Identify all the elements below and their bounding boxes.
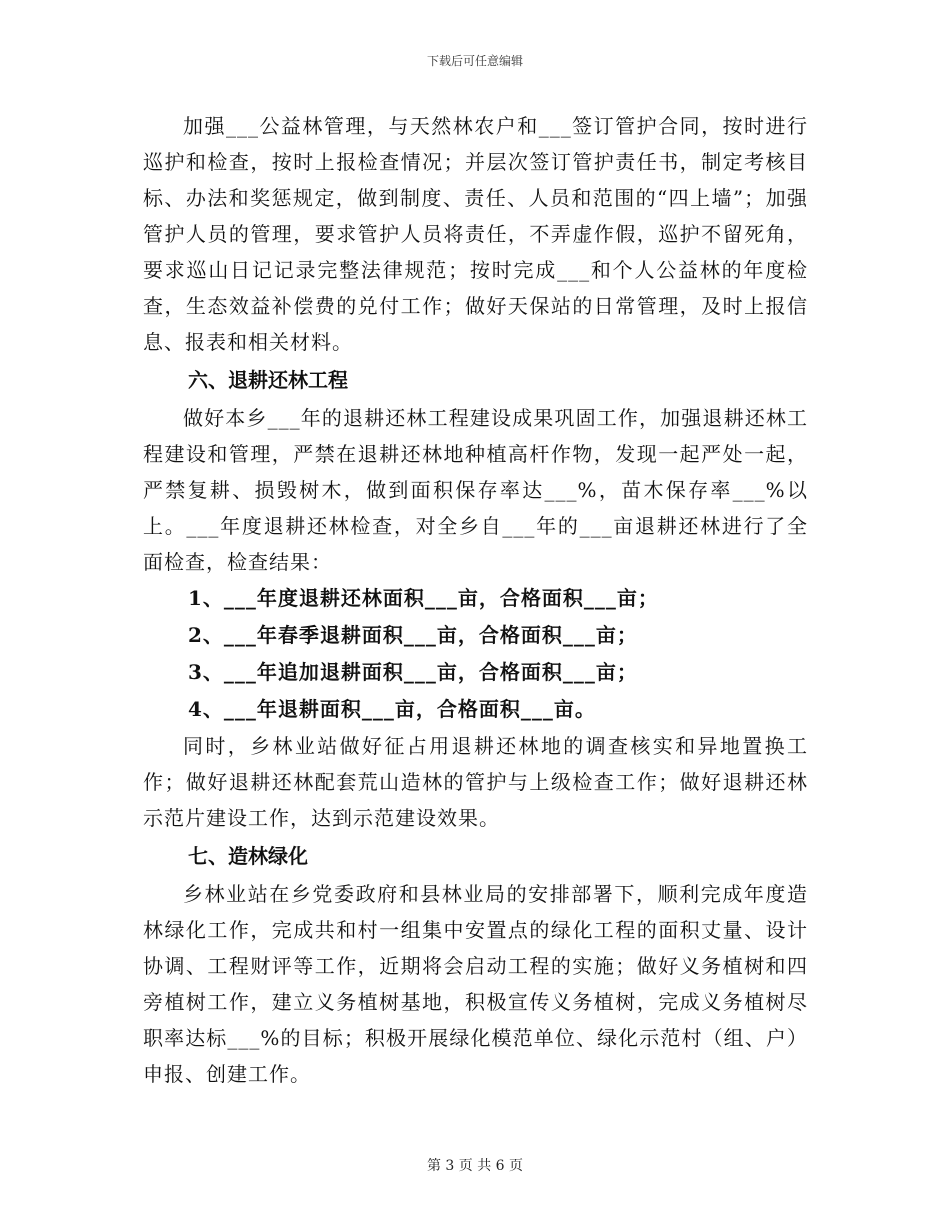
list-item: 3、___年追加退耕面积___亩，合格面积___亩；	[188, 660, 638, 684]
section-heading-7: 七、造林绿化	[188, 844, 308, 868]
paragraph-followup: 同时，乡林业站做好征占用退耕还林地的调查核实和异地置换工作；做好退耕还林配套荒山造林的管护与上级检查工作；做好退耕还林示范片建设工作，达到示范建设效果。	[143, 734, 808, 830]
list-item: 2、___年春季退耕面积___亩，合格面积___亩；	[188, 623, 638, 647]
list-item: 1、___年度退耕还林面积___亩，合格面积___亩；	[188, 586, 659, 610]
paragraph-reforestation: 做好本乡___年的退耕还林工程建设成果巩固工作，加强退耕还林工程建设和管理，严禁在退耕还林地种植高杆作物，发现一起严处一起，严禁复耕、损毁树木，做到面积保存率达___%，苗木保存率___%以上。___年度退耕还林检查，对全乡自___年的___亩退耕还林进行了全面检查，检查结果：	[143, 406, 808, 574]
document-body	[143, 108, 808, 1092]
list-item: 4、___年退耕面积___亩，合格面积___亩。	[188, 697, 596, 721]
page-header: 下载后可任意编辑	[426, 54, 523, 68]
section-heading-6: 六、退耕还林工程	[188, 368, 348, 392]
paragraph-afforestation: 乡林业站在乡党委政府和县林业局的安排部署下，顺利完成年度造林绿化工作，完成共和村一组集中安置点的绿化工程的面积丈量、设计协调、工程财评等工作，近期将会启动工程的实施；做好义务植树和四旁植树工作，建立义务植树基地，积极宣传义务植树，完成义务植树尽职率达标___%的目标；积极开展绿化模范单位、绿化示范村（组、户）申报、创建工作。	[143, 882, 808, 1086]
paragraph-public-forest: 加强___公益林管理，与天然林农户和___签订管护合同，按时进行巡护和检查，按时上报检查情况；并层次签订管护责任书，制定考核目标、办法和奖惩规定，做到制度、责任、人员和范围的“四上墙”；加强管护人员的管理，要求管护人员将责任，不弄虚作假，巡护不留死角，要求巡山日记记录完整法律规范；按时完成___和个人公益林的年度检查，生态效益补偿费的兑付工作；做好天保站的日常管理，及时上报信息、报表和相关材料。	[143, 114, 808, 354]
page-number: 第 3 页 共 6 页	[426, 1158, 524, 1174]
